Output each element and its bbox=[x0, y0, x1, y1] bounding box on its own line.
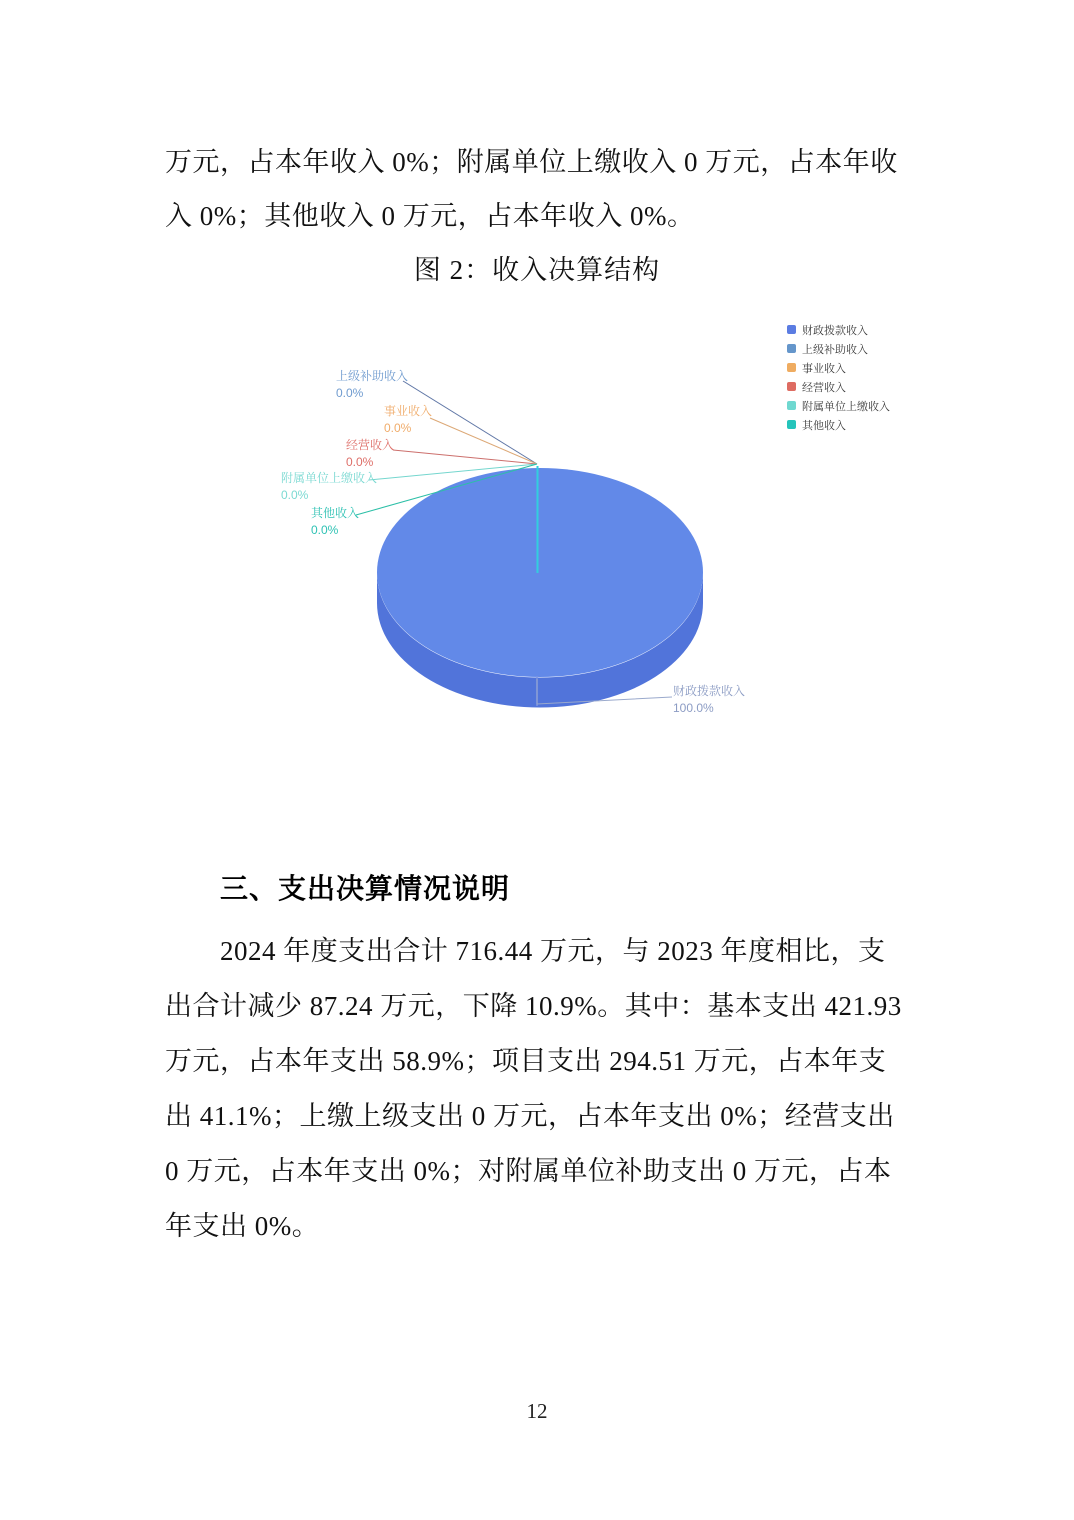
legend-label: 财政拨款收入 bbox=[802, 324, 868, 337]
callout-percent: 0.0% bbox=[311, 523, 339, 537]
pie-callout-qita bbox=[311, 505, 359, 539]
text-line: 万元，占本年支出 58.9%；项目支出 294.51 万元，占本年支 bbox=[165, 1046, 887, 1076]
figure-caption: 图 2：收入决算结构 bbox=[413, 255, 661, 285]
legend-marker bbox=[787, 325, 796, 334]
legend-label: 附属单位上缴收入 bbox=[802, 400, 890, 413]
text-line: 年支出 0%。 bbox=[165, 1211, 320, 1241]
callout-percent: 0.0% bbox=[384, 421, 412, 435]
callout-name: 附属单位上缴收入 bbox=[281, 471, 378, 485]
legend-marker bbox=[787, 401, 796, 410]
callout-name: 经营收入 bbox=[346, 438, 395, 452]
legend-label: 经营收入 bbox=[802, 381, 846, 394]
legend-marker bbox=[787, 363, 796, 372]
legend-item bbox=[787, 415, 890, 434]
income-paragraph bbox=[165, 135, 910, 243]
text-line: 万元，占本年收入 0%；附属单位上缴收入 0 万元，占本年收 bbox=[165, 147, 898, 177]
text-line: 0 万元，占本年支出 0%；对附属单位补助支出 0 万元，占本 bbox=[165, 1156, 892, 1186]
callout-percent: 0.0% bbox=[281, 488, 309, 502]
callout-percent: 100.0% bbox=[673, 701, 714, 715]
pie-slice-caizheng bbox=[377, 468, 703, 677]
legend-item bbox=[787, 339, 890, 358]
legend-item bbox=[787, 377, 890, 396]
legend-item bbox=[787, 320, 890, 339]
legend-marker bbox=[787, 420, 796, 429]
pie-callout-shangji bbox=[336, 368, 408, 402]
callout-name: 财政拨款收入 bbox=[673, 684, 746, 698]
legend-marker bbox=[787, 382, 796, 391]
legend-label: 其他收入 bbox=[802, 419, 846, 432]
pie-callout-fushu bbox=[281, 470, 377, 504]
chart-legend bbox=[787, 320, 890, 434]
callout-name: 其他收入 bbox=[311, 506, 360, 520]
legend-label: 上级补助收入 bbox=[802, 343, 868, 356]
section-heading: 三、支出决算情况说明 bbox=[220, 873, 511, 904]
legend-item bbox=[787, 358, 890, 377]
callout-name: 上级补助收入 bbox=[336, 369, 409, 383]
text-line: 2024 年度支出合计 716.44 万元，与 2023 年度相比，支 bbox=[220, 936, 886, 966]
callout-percent: 0.0% bbox=[346, 455, 374, 469]
expenditure-paragraph bbox=[165, 924, 910, 1254]
legend-marker bbox=[787, 344, 796, 353]
callout-percent: 0.0% bbox=[336, 386, 364, 400]
leader-line-shiye bbox=[430, 418, 537, 464]
legend-label: 事业收入 bbox=[802, 362, 846, 375]
pie-callout-caizheng bbox=[673, 683, 745, 717]
legend-item bbox=[787, 396, 890, 415]
pie-callout-jingying bbox=[346, 437, 394, 471]
income-pie-chart bbox=[0, 300, 1074, 750]
text-line: 出 41.1%；上缴上级支出 0 万元，占本年支出 0%；经营支出 bbox=[165, 1101, 895, 1131]
text-line: 入 0%；其他收入 0 万元，占本年收入 0%。 bbox=[165, 201, 695, 231]
callout-name: 事业收入 bbox=[384, 404, 433, 418]
leader-line-jingying bbox=[393, 450, 537, 464]
page-number: 12 bbox=[526, 1399, 548, 1423]
pie-chart-canvas bbox=[0, 300, 1074, 750]
pie-callout-shiye bbox=[384, 403, 432, 437]
text-line: 出合计减少 87.24 万元，下降 10.9%。其中：基本支出 421.93 bbox=[165, 991, 902, 1021]
